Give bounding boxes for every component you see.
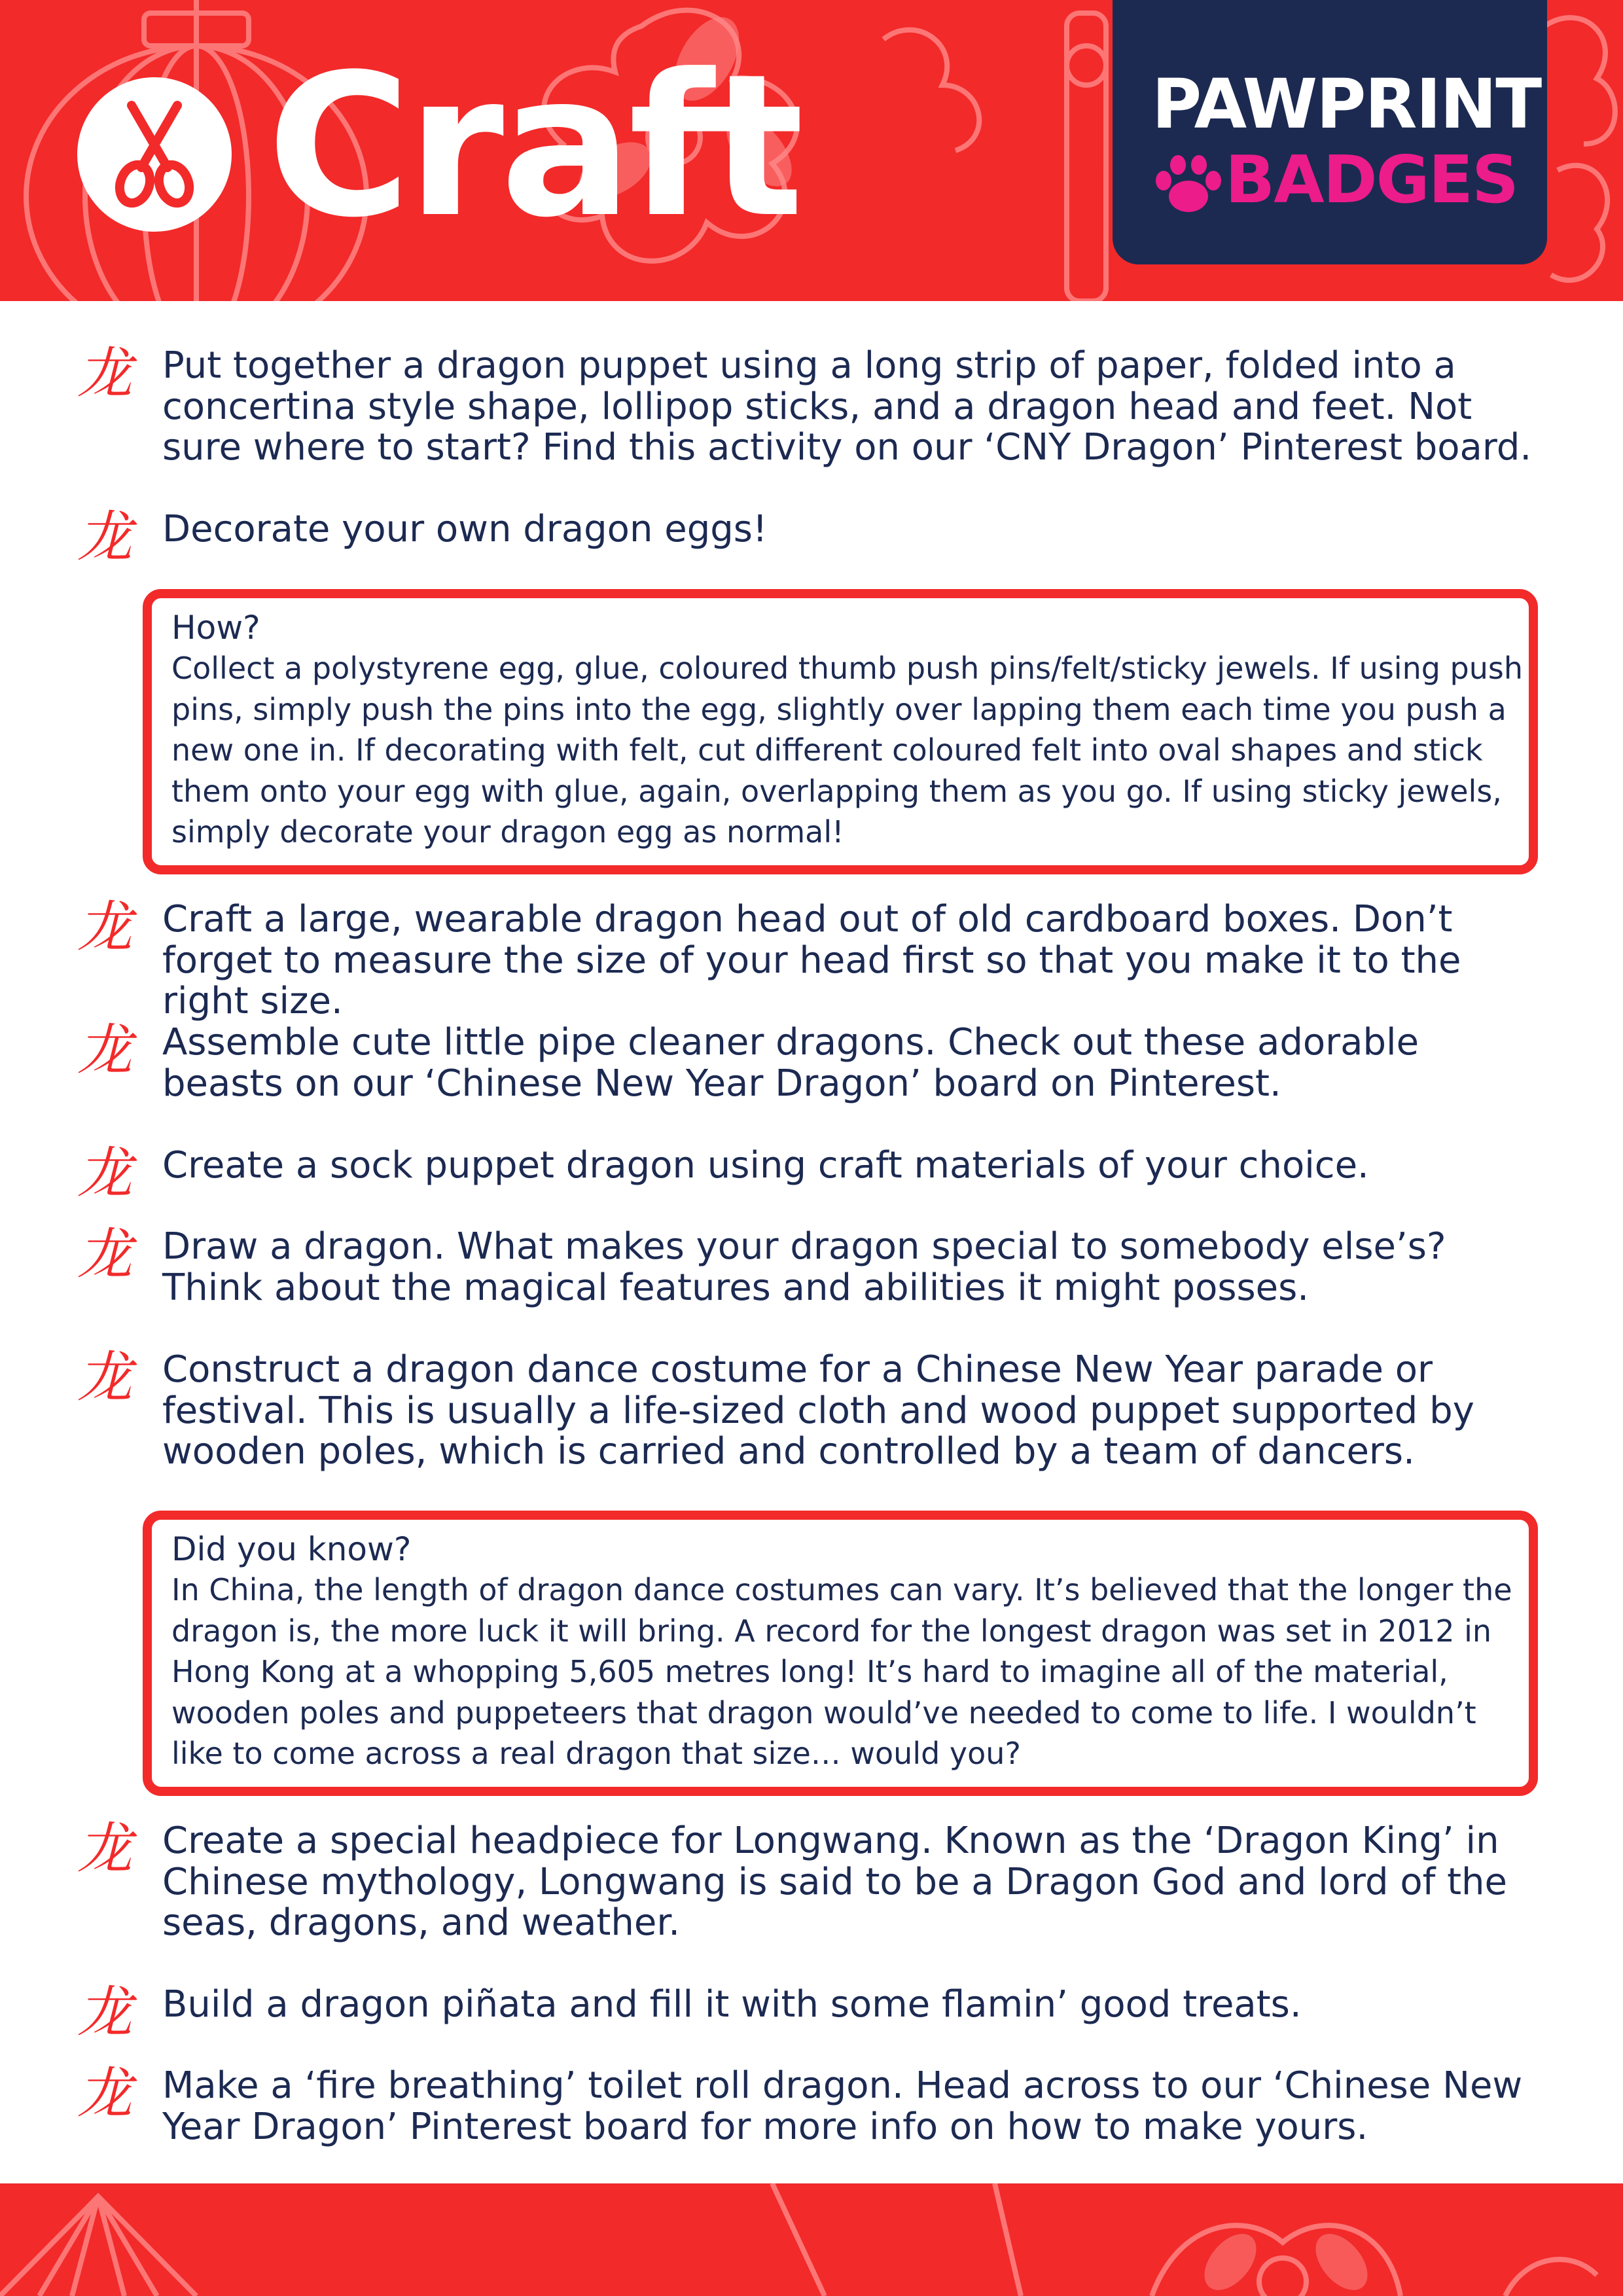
logo-text-pawprint: PAWPRINT [1152, 64, 1541, 144]
list-item-text: Create a sock puppet dragon using craft materials of your choice. [162, 1144, 1369, 1187]
list-item-text: Build a dragon piñata and fill it with some flamin’ good treats. [162, 1983, 1302, 2026]
list-item-text: Put together a dragon puppet using a long strip of paper, folded into a concertina style shape, lollipop sticks, and a dragon head and feet. Not sure where to start? Find this activity on our ‘CNY Dragon’ Pinterest board. [162, 344, 1532, 469]
dragon-bullet-icon: 龙 [77, 1141, 133, 1205]
dragon-bullet-icon: 龙 [77, 1018, 133, 1082]
dragon-bullet-icon: 龙 [77, 505, 133, 569]
info-box-title: How? [171, 609, 260, 647]
dragon-bullet-icon: 龙 [77, 1816, 133, 1880]
list-item-text: Make a ‘fire breathing’ toilet roll dragon. Head across to our ‘Chinese New Year Dragon’ Pinterest board for more info on how to make yours. [162, 2064, 1523, 2148]
did-you-know-box [143, 1511, 1538, 1796]
dragon-bullet-icon: 龙 [77, 1980, 133, 2044]
how-to-box [143, 589, 1538, 874]
info-box-body: In China, the length of dragon dance costumes can vary. It’s believed that the longer the dragon is, the more luck it will bring. A record for the longest dragon was set in 2012 in Hong Kong at a whopping 5,605 metres long! It’s hard to imagine all of the material, wooden poles and puppeteers that dragon would’ve needed to come to life. I wouldn’t like to come across a real dragon that size… would you? [171, 1572, 1512, 1771]
list-item-text: Assemble cute little pipe cleaner dragons. Check out these adorable beasts on our ‘Chinese New Year Dragon’ board on Pinterest. [162, 1021, 1419, 1105]
decorative-fan-flower-pattern [0, 2183, 1623, 2296]
dragon-bullet-icon: 龙 [77, 1345, 133, 1409]
list-item-text: Decorate your own dragon eggs! [162, 508, 768, 550]
dragon-bullet-icon: 龙 [77, 895, 133, 959]
scissors-icon [105, 99, 204, 210]
list-item-text: Draw a dragon. What makes your dragon special to somebody else’s? Think about the magical features and abilities it might posses. [162, 1225, 1446, 1309]
list-item-text: Craft a large, wearable dragon head out of old cardboard boxes. Don’t forget to measure the size of your head first so that you make it to the right size. [162, 898, 1461, 1022]
footer-banner [0, 2183, 1623, 2296]
header-banner [0, 0, 1623, 301]
paw-icon [1152, 149, 1224, 221]
page-title: Craft [267, 32, 800, 260]
list-item-text: Construct a dragon dance costume for a Chinese New Year parade or festival. This is usually a life-sized cloth and wood puppet supported by wooden poles, which is carried and controlled by a team of dancers. [162, 1348, 1474, 1473]
info-box-title: Did you know? [171, 1530, 412, 1568]
dragon-bullet-icon: 龙 [77, 1222, 133, 1286]
info-box-body: Collect a polystyrene egg, glue, coloured thumb push pins/felt/sticky jewels. If using push pins, simply push the pins into the egg, slightly over lapping them each time you push a new one in. If decorating with felt, cut different coloured felt into oval shapes and stick them onto your egg with glue, again, overlapping them as you go. If using sticky jewels, simply decorate your dragon egg as normal! [171, 651, 1524, 850]
logo-text-badges: BADGES [1225, 141, 1518, 218]
pawprint-badges-logo [1113, 0, 1547, 264]
dragon-bullet-icon: 龙 [77, 341, 133, 405]
list-item-text: Create a special headpiece for Longwang. Known as the ‘Dragon King’ in Chinese mythology, Longwang is said to be a Dragon God and lord of the seas, dragons, and weather. [162, 1820, 1507, 1944]
craft-badge-circle [77, 77, 232, 232]
dragon-bullet-icon: 龙 [77, 2061, 133, 2125]
